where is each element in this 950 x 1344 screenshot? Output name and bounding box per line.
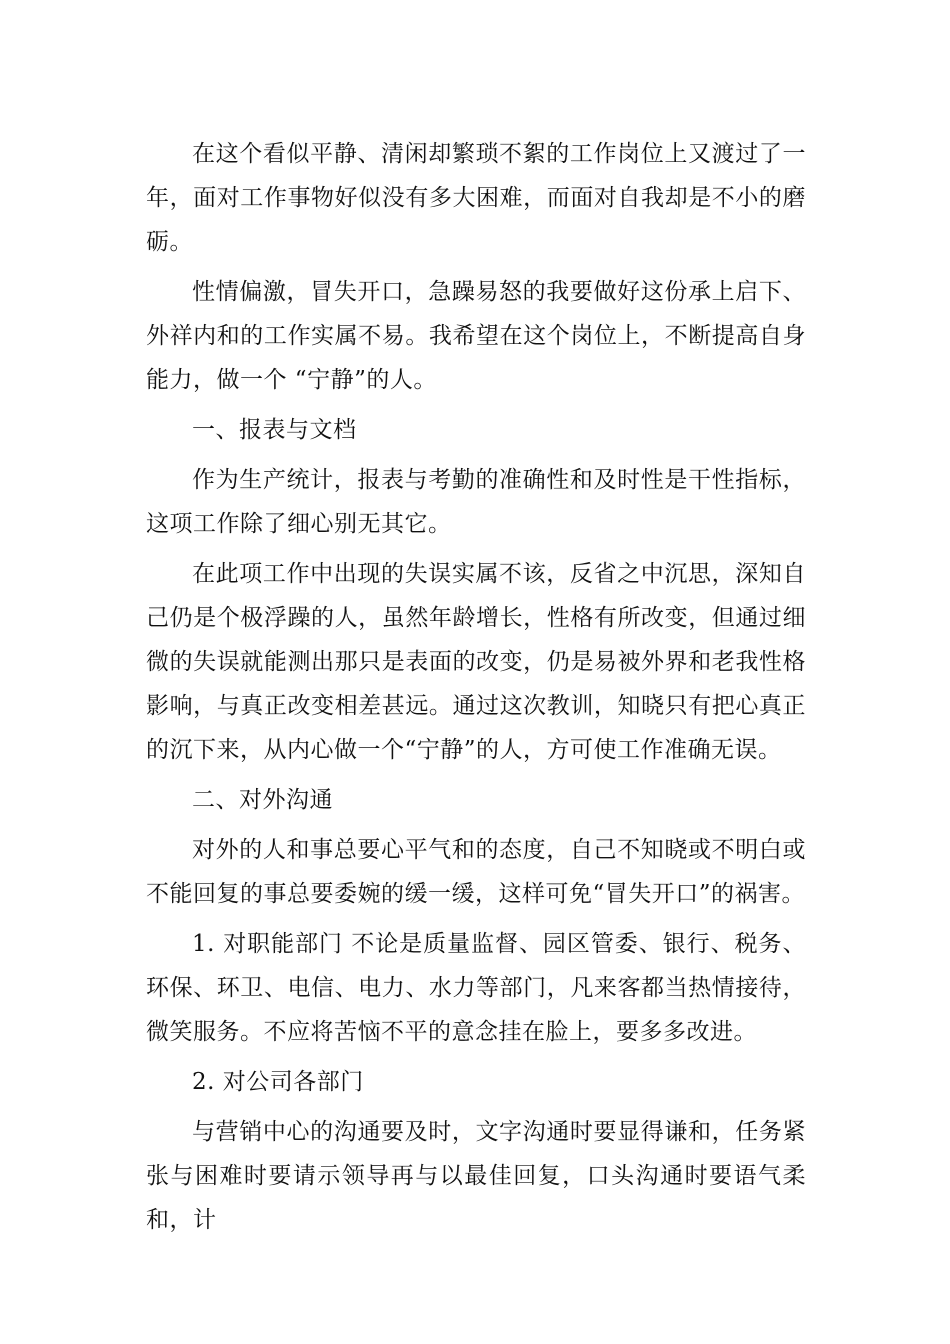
paragraph-character: 性情偏激，冒失开口，急躁易怒的我要做好这份承上启下、外祥内和的工作实属不易。我希望在这个岗位上，不断提高自身能力，做一个 “宁静”的人。 xyxy=(146,279,806,393)
paragraph-reports-reflection: 在此项工作中出现的失误实属不该，反省之中沉思，深知自己仍是个极浮躁的人，虽然年龄增长，性格有所改变，但通过细微的失误就能测出那只是表面的改变，仍是易被外界和老我性格影响，与真正改变相差甚远。通过这次教训，知晓只有把心真正的沉下来，从内心做一个“宁静”的人，方可使工作准确无误。 xyxy=(146,561,806,763)
paragraph-marketing-communication: 与营销中心的沟通要及时，文字沟通时要显得谦和，任务紧张与困难时要请示领导再与以最佳回复，口头沟通时要语气柔和，计 xyxy=(146,1119,806,1233)
paragraph-functional-departments: 1. 对职能部门 不论是质量监督、园区管委、银行、税务、环保、环卫、电信、电力、水力等部门，凡来客都当热情接待，微笑服务。不应将苦恼不平的意念挂在脸上，要多多改进。 xyxy=(146,931,806,1045)
subheading-company-departments: 2. 对公司各部门 xyxy=(192,1069,364,1095)
document-body xyxy=(146,132,806,1248)
paragraph-intro: 在这个看似平静、清闲却繁琐不絮的工作岗位上又渡过了一年，面对工作事物好似没有多大困难，而面对自我却是不小的磨砺。 xyxy=(146,141,806,255)
section-heading-external-communication: 二、对外沟通 xyxy=(192,787,333,813)
paragraph-reports-role: 作为生产统计，报表与考勤的准确性和及时性是干性指标，这项工作除了细心别无其它。 xyxy=(146,467,806,537)
section-heading-reports: 一、报表与文档 xyxy=(192,417,357,443)
paragraph-external-attitude: 对外的人和事总要心平气和的态度，自己不知晓或不明白或不能回复的事总要委婉的缓一缓，这样可免“冒失开口”的祸害。 xyxy=(146,837,806,907)
